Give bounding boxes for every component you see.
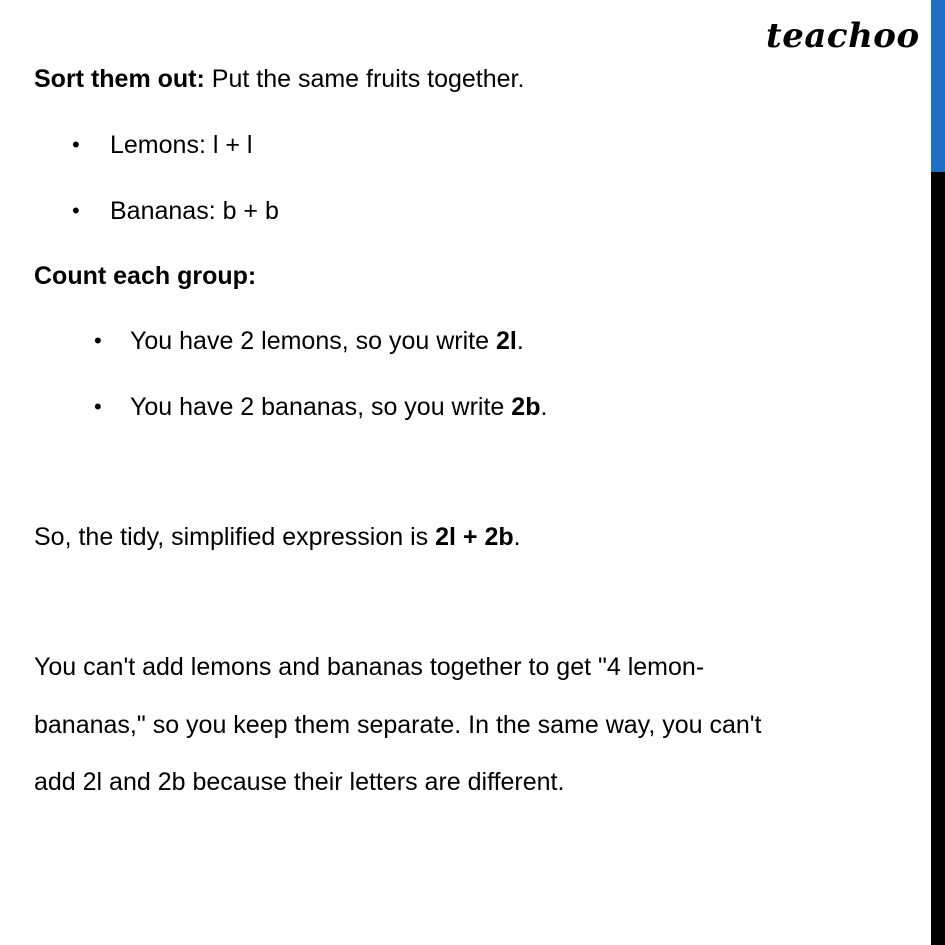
list-item-lemons: Lemons: l + l [110,131,253,159]
bullet-dot-icon: • [72,198,80,223]
sort-text: Put the same fruits together. [204,65,525,93]
side-bar [931,0,945,945]
list-item-bold: 2l [495,327,517,355]
explanation-line-2: bananas," so you keep them separate. In the same way, you can't [34,711,762,739]
list-item-end: . [540,393,548,421]
bullet-dot-icon: • [72,132,80,157]
list-item-lemons-count [130,326,524,356]
list-item-text: You have 2 bananas, so you write [130,393,512,421]
teachoo-logo: teachoo [766,16,920,56]
explanation-line-3: add 2l and 2b because their letters are different. [34,768,565,796]
summary-line [34,522,521,552]
sort-heading: Sort them out: [34,65,205,93]
list-item-bananas-count [130,392,547,422]
summary-text: So, the tidy, simplified expression is [34,523,436,551]
list-item-end: . [516,327,524,355]
list-item-bananas: Bananas: b + b [110,197,279,225]
list-item-text: You have 2 lemons, so you write [130,327,496,355]
count-heading-line [34,261,256,291]
summary-expression: 2l + 2b [435,523,514,551]
explanation-line-1: You can't add lemons and bananas together to get "4 lemon- [34,653,705,681]
count-heading: Count each group: [34,262,257,290]
list-item-bold: 2b [511,393,541,421]
side-bar-accent [931,0,945,172]
bullet-dot-icon: • [94,394,102,419]
bullet-dot-icon: • [94,328,102,353]
summary-end: . [513,523,521,551]
sort-heading-line [34,64,524,94]
